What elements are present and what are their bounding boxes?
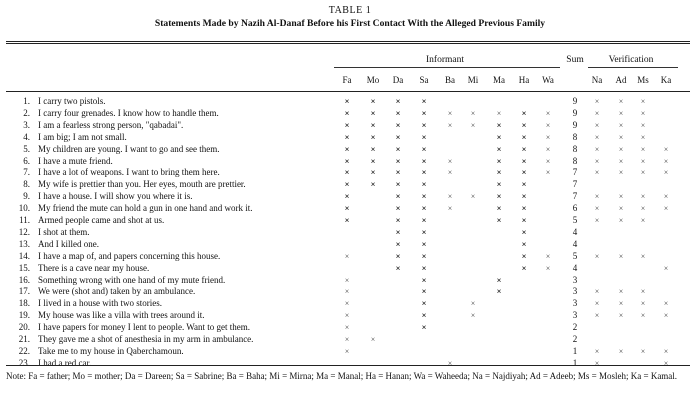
row-number: 11. xyxy=(19,215,30,225)
verification-mark-ka: × xyxy=(663,192,669,202)
col-header-da: Da xyxy=(392,75,404,85)
verification-mark-ad: × xyxy=(618,216,624,225)
verification-mark-ka: × xyxy=(663,299,669,309)
verification-mark-na: × xyxy=(594,251,600,261)
statement-text: And I killed one. xyxy=(38,238,99,249)
informant-mark-mo: × xyxy=(370,131,376,142)
table-row xyxy=(0,191,700,202)
informant-mark-ha: × xyxy=(521,167,527,178)
informant-mark-ma: × xyxy=(496,155,502,166)
verification-mark-ad: × xyxy=(618,168,624,178)
verification-mark-ms: × xyxy=(640,299,646,309)
table-row xyxy=(0,144,700,155)
informant-mark-fa: × xyxy=(344,203,350,214)
informant-mark-sa: × xyxy=(421,262,427,273)
informant-mark-ba: × xyxy=(447,120,453,130)
informant-mark-fa: × xyxy=(344,96,350,106)
row-number: 9. xyxy=(23,191,30,202)
verification-mark-ms: × xyxy=(640,108,646,118)
row-number: 10. xyxy=(18,203,30,214)
informant-mark-da: × xyxy=(395,238,401,249)
table-caption: TABLE 1 xyxy=(328,5,372,16)
informant-mark-ma: × xyxy=(496,167,502,178)
informant-mark-ba: × xyxy=(447,108,453,118)
row-sum: 9 xyxy=(572,107,578,118)
row-sum: 8 xyxy=(572,143,578,154)
informant-mark-sa: × xyxy=(421,167,427,178)
informant-mark-da: × xyxy=(395,143,401,154)
row-sum: 5 xyxy=(572,250,578,261)
verification-mark-ad: × xyxy=(618,144,624,154)
statement-text: I have a mute friend. xyxy=(38,155,113,166)
verification-mark-ka: × xyxy=(663,168,669,178)
informant-mark-ha: × xyxy=(521,179,527,190)
row-number: 13. xyxy=(18,238,30,249)
verification-mark-ms: × xyxy=(640,120,646,130)
col-header-ha: Ha xyxy=(518,75,530,85)
informant-mark-sa: × xyxy=(421,215,427,225)
informant-mark-mi: × xyxy=(470,299,476,309)
informant-mark-fa: × xyxy=(344,251,350,261)
row-sum: 9 xyxy=(572,96,578,106)
informant-group-label: Informant xyxy=(426,55,464,65)
col-header-ba: Ba xyxy=(445,75,455,85)
verification-mark-ms: × xyxy=(640,156,646,166)
informant-mark-ma: × xyxy=(496,274,502,285)
header-rule xyxy=(6,91,690,92)
col-header-wa: Wa xyxy=(542,75,554,85)
informant-mark-sa: × xyxy=(421,131,427,142)
informant-mark-fa: × xyxy=(344,299,350,309)
verification-rule xyxy=(588,67,678,68)
informant-mark-fa: × xyxy=(344,287,350,297)
verification-mark-ad: × xyxy=(618,97,624,106)
informant-mark-fa: × xyxy=(344,155,350,166)
verification-mark-ad: × xyxy=(618,251,624,261)
row-sum: 3 xyxy=(572,286,578,297)
top-rule-double xyxy=(6,43,690,44)
informant-mark-ba: × xyxy=(447,204,453,214)
informant-mark-fa: × xyxy=(344,131,350,142)
verification-mark-na: × xyxy=(594,192,600,202)
verification-mark-ms: × xyxy=(640,204,646,214)
row-number: 19. xyxy=(18,310,30,321)
verification-mark-ka: × xyxy=(663,263,669,273)
verification-mark-ad: × xyxy=(618,287,624,297)
verification-group-label: Verification xyxy=(608,55,654,65)
verification-mark-ka: × xyxy=(663,358,669,368)
statement-text: I carry four grenades. I know how to handle them. xyxy=(38,107,219,118)
informant-mark-ha: × xyxy=(521,191,527,202)
row-sum: 4 xyxy=(572,226,578,237)
row-sum: 1 xyxy=(572,345,578,356)
informant-mark-da: × xyxy=(395,131,401,142)
bottom-rule xyxy=(6,365,690,366)
statement-text: Take me to my house in Qaberchamoun. xyxy=(38,345,184,356)
table-row xyxy=(0,310,700,321)
table-row xyxy=(0,322,700,333)
row-sum: 4 xyxy=(572,238,578,249)
verification-mark-ad: × xyxy=(618,120,624,130)
informant-mark-mo: × xyxy=(370,167,376,178)
informant-mark-wa: × xyxy=(545,251,551,261)
statement-text: My children are young. I want to go and see them. xyxy=(38,143,220,154)
informant-mark-da: × xyxy=(395,179,401,190)
informant-mark-sa: × xyxy=(421,155,427,166)
verification-mark-ms: × xyxy=(640,346,646,356)
verification-mark-ad: × xyxy=(618,156,624,166)
col-header-mo: Mo xyxy=(366,75,380,85)
informant-mark-sa: × xyxy=(421,286,427,297)
verification-mark-ka: × xyxy=(663,156,669,166)
informant-mark-ha: × xyxy=(521,143,527,154)
informant-mark-ha: × xyxy=(521,238,527,249)
row-number: 6. xyxy=(23,155,30,166)
informant-mark-wa: × xyxy=(545,108,551,118)
table-row xyxy=(0,167,700,178)
informant-mark-mo: × xyxy=(370,107,376,118)
informant-mark-ba: × xyxy=(447,192,453,202)
table-row xyxy=(0,96,700,107)
verification-mark-na: × xyxy=(594,216,600,225)
col-header-ka: Ka xyxy=(660,75,672,85)
informant-mark-da: × xyxy=(395,250,401,261)
table-row xyxy=(0,215,700,226)
verification-mark-ka: × xyxy=(663,204,669,214)
row-number: 14. xyxy=(18,250,30,261)
statement-text: I am a fearless strong person, "qabadai". xyxy=(38,119,184,130)
verification-mark-ad: × xyxy=(618,108,624,118)
verification-mark-na: × xyxy=(594,358,600,368)
row-sum: 8 xyxy=(572,155,578,166)
table-row xyxy=(0,298,700,309)
statement-text: I lived in a house with two stories. xyxy=(38,298,162,309)
table-row xyxy=(0,358,700,369)
informant-mark-mo: × xyxy=(370,179,376,190)
top-rule xyxy=(6,41,690,42)
statement-text: My wife is prettier than you. Her eyes, mouth are prettier. xyxy=(38,179,246,190)
informant-mark-mo: × xyxy=(370,96,376,106)
table-row xyxy=(0,108,700,119)
informant-mark-ma: × xyxy=(496,215,502,225)
row-sum: 9 xyxy=(572,119,578,130)
verification-mark-ms: × xyxy=(640,251,646,261)
verification-mark-na: × xyxy=(594,108,600,118)
table-title: Statements Made by Nazih Al-Danaf Before his First Contact With the Alleged Previous Family xyxy=(154,18,546,29)
verification-mark-na: × xyxy=(594,311,600,321)
row-sum: 7 xyxy=(572,191,578,202)
statement-text: I have papers for money I lent to people. Want to get them. xyxy=(38,322,251,333)
verification-mark-na: × xyxy=(594,132,600,142)
table-row xyxy=(0,227,700,238)
informant-mark-fa: × xyxy=(344,311,350,321)
informant-mark-ha: × xyxy=(521,203,527,214)
informant-mark-fa: × xyxy=(344,167,350,178)
row-number: 21. xyxy=(18,334,30,344)
row-number: 18. xyxy=(18,298,30,309)
informant-mark-ha: × xyxy=(521,155,527,166)
informant-mark-sa: × xyxy=(421,322,427,333)
statement-text: I had a red car. xyxy=(38,357,92,368)
statement-text: I am big; I am not small. xyxy=(38,131,127,142)
verification-mark-na: × xyxy=(594,287,600,297)
col-header-ms: Ms xyxy=(637,75,649,85)
informant-mark-ma: × xyxy=(496,143,502,154)
informant-mark-wa: × xyxy=(545,144,551,154)
informant-mark-mo: × xyxy=(370,119,376,130)
table-row xyxy=(0,156,700,167)
row-number: 22. xyxy=(18,345,30,356)
row-sum: 6 xyxy=(572,203,578,214)
row-sum: 2 xyxy=(572,322,578,333)
sum-group-label: Sum xyxy=(566,55,584,65)
row-number: 7. xyxy=(23,167,30,178)
row-sum: 3 xyxy=(572,310,578,321)
statement-text: Armed people came and shot at us. xyxy=(38,215,165,225)
table-row xyxy=(0,286,700,297)
informant-mark-mi: × xyxy=(470,192,476,202)
statement-text: They gave me a shot of anesthesia in my arm in ambulance. xyxy=(38,334,254,344)
informant-mark-ma: × xyxy=(496,203,502,214)
row-sum: 8 xyxy=(572,131,578,142)
verification-mark-ka: × xyxy=(663,144,669,154)
row-number: 15. xyxy=(18,262,30,273)
informant-mark-sa: × xyxy=(421,203,427,214)
statement-text: Something wrong with one hand of my mute friend. xyxy=(38,274,226,285)
col-header-fa: Fa xyxy=(342,75,352,85)
verification-mark-ad: × xyxy=(618,192,624,202)
informant-mark-fa: × xyxy=(344,179,350,190)
verification-mark-na: × xyxy=(594,168,600,178)
informant-mark-mi: × xyxy=(470,311,476,321)
row-sum: 7 xyxy=(572,179,578,190)
col-header-na: Na xyxy=(591,75,603,85)
informant-mark-da: × xyxy=(395,119,401,130)
informant-mark-da: × xyxy=(395,262,401,273)
verification-mark-ms: × xyxy=(640,287,646,297)
statement-text: We were (shot and) taken by an ambulance. xyxy=(38,286,196,297)
row-number: 2. xyxy=(23,107,30,118)
informant-mark-da: × xyxy=(395,155,401,166)
informant-mark-fa: × xyxy=(344,191,350,202)
informant-mark-ha: × xyxy=(521,262,527,273)
informant-mark-wa: × xyxy=(545,263,551,273)
informant-mark-sa: × xyxy=(421,191,427,202)
row-number: 17. xyxy=(18,286,30,297)
table-row xyxy=(0,120,700,131)
verification-mark-ad: × xyxy=(618,204,624,214)
statement-text: My friend the mute can hold a gun in one hand and work it. xyxy=(38,203,253,214)
verification-mark-na: × xyxy=(594,120,600,130)
informant-mark-sa: × xyxy=(421,119,427,130)
verification-mark-ad: × xyxy=(618,299,624,309)
table-note: Note: Fa = father; Mo = mother; Da = Dareen; Sa = Sabrine; Ba = Baha; Mi = Mirna; Ma = Manal; Ha = Hanan; Wa = Waheeda; Na = Najdiyah; Ad = Adeeb; Ms = Mosleh; Ka = Kamal. xyxy=(6,371,678,381)
informant-mark-ma: × xyxy=(496,119,502,130)
verification-mark-na: × xyxy=(594,346,600,356)
informant-mark-da: × xyxy=(395,215,401,225)
verification-mark-ad: × xyxy=(618,132,624,142)
informant-mark-ha: × xyxy=(521,119,527,130)
informant-mark-sa: × xyxy=(421,107,427,118)
verification-mark-na: × xyxy=(594,97,600,106)
informant-mark-ha: × xyxy=(521,215,527,225)
informant-mark-sa: × xyxy=(421,310,427,321)
informant-rule xyxy=(334,67,560,68)
table-row xyxy=(0,251,700,262)
verification-mark-ms: × xyxy=(640,192,646,202)
col-header-ma: Ma xyxy=(493,75,505,85)
verification-mark-ms: × xyxy=(640,311,646,321)
informant-mark-ha: × xyxy=(521,107,527,118)
verification-mark-na: × xyxy=(594,299,600,309)
col-header-mi: Mi xyxy=(467,75,479,85)
statement-text: I carry two pistols. xyxy=(38,96,106,106)
row-number: 4. xyxy=(23,131,30,142)
informant-mark-fa: × xyxy=(344,275,350,285)
informant-mark-da: × xyxy=(395,96,401,106)
informant-mark-mi: × xyxy=(470,108,476,118)
informant-mark-ma: × xyxy=(496,191,502,202)
statement-text: I have a map of, and papers concerning this house. xyxy=(38,250,221,261)
verification-mark-na: × xyxy=(594,156,600,166)
table-row xyxy=(0,346,700,357)
verification-mark-ad: × xyxy=(618,311,624,321)
row-number: 5. xyxy=(23,143,30,154)
table-row xyxy=(0,263,700,274)
informant-mark-wa: × xyxy=(545,132,551,142)
verification-mark-ka: × xyxy=(663,346,669,356)
row-sum: 3 xyxy=(572,298,578,309)
row-number: 3. xyxy=(23,119,30,130)
verification-mark-ms: × xyxy=(640,97,646,106)
informant-mark-mo: × xyxy=(370,335,376,344)
table-row xyxy=(0,203,700,214)
col-header-ad: Ad xyxy=(615,75,627,85)
informant-mark-fa: × xyxy=(344,323,350,333)
informant-mark-da: × xyxy=(395,191,401,202)
row-sum: 3 xyxy=(572,274,578,285)
informant-mark-sa: × xyxy=(421,143,427,154)
informant-mark-ba: × xyxy=(447,358,453,368)
row-sum: 1 xyxy=(572,357,578,368)
informant-mark-ma: × xyxy=(496,179,502,190)
statement-text: There is a cave near my house. xyxy=(38,262,150,273)
table-row xyxy=(0,179,700,190)
informant-mark-fa: × xyxy=(344,107,350,118)
row-number: 20. xyxy=(18,322,30,333)
informant-mark-da: × xyxy=(395,167,401,178)
informant-mark-sa: × xyxy=(421,274,427,285)
informant-mark-ma: × xyxy=(496,286,502,297)
informant-mark-wa: × xyxy=(545,168,551,178)
table-row xyxy=(0,275,700,286)
row-number: 16. xyxy=(18,274,30,285)
verification-mark-ka: × xyxy=(663,311,669,321)
verification-mark-ms: × xyxy=(640,132,646,142)
statement-text: I have a lot of weapons. I want to bring them here. xyxy=(38,167,220,178)
row-number: 8. xyxy=(23,179,30,190)
statement-text: I have a house. I will show you where it is. xyxy=(38,191,193,202)
informant-mark-da: × xyxy=(395,226,401,237)
row-sum: 5 xyxy=(572,215,578,225)
informant-mark-sa: × xyxy=(421,238,427,249)
informant-mark-mo: × xyxy=(370,155,376,166)
row-number: 23. xyxy=(18,357,30,368)
informant-mark-fa: × xyxy=(344,119,350,130)
informant-mark-fa: × xyxy=(344,335,350,344)
informant-mark-ma: × xyxy=(496,108,502,118)
table-row xyxy=(0,132,700,143)
informant-mark-fa: × xyxy=(344,143,350,154)
informant-mark-fa: × xyxy=(344,215,350,225)
informant-mark-ha: × xyxy=(521,131,527,142)
informant-mark-ha: × xyxy=(521,226,527,237)
verification-mark-na: × xyxy=(594,204,600,214)
verification-mark-ms: × xyxy=(640,168,646,178)
informant-mark-sa: × xyxy=(421,179,427,190)
informant-mark-fa: × xyxy=(344,346,350,356)
row-sum: 4 xyxy=(572,262,578,273)
table-row xyxy=(0,239,700,250)
row-number: 1. xyxy=(23,96,30,106)
informant-mark-ba: × xyxy=(447,156,453,166)
informant-mark-da: × xyxy=(395,107,401,118)
row-sum: 2 xyxy=(572,334,578,344)
informant-mark-mo: × xyxy=(370,143,376,154)
informant-mark-da: × xyxy=(395,203,401,214)
informant-mark-sa: × xyxy=(421,226,427,237)
statement-text: I shot at them. xyxy=(38,226,90,237)
informant-mark-sa: × xyxy=(421,250,427,261)
verification-mark-na: × xyxy=(594,144,600,154)
informant-mark-sa: × xyxy=(421,298,427,309)
row-sum: 7 xyxy=(572,167,578,178)
informant-mark-sa: × xyxy=(421,96,427,106)
table-row xyxy=(0,334,700,345)
col-header-sa: Sa xyxy=(419,75,429,85)
informant-mark-ma: × xyxy=(496,131,502,142)
informant-mark-ha: × xyxy=(521,250,527,261)
informant-mark-ba: × xyxy=(447,168,453,178)
informant-mark-wa: × xyxy=(545,120,551,130)
verification-mark-ms: × xyxy=(640,216,646,225)
statement-text: My house was like a villa with trees around it. xyxy=(38,310,205,321)
informant-mark-wa: × xyxy=(545,156,551,166)
row-number: 12. xyxy=(18,226,30,237)
informant-mark-mi: × xyxy=(470,120,476,130)
verification-mark-ad: × xyxy=(618,346,624,356)
verification-mark-ms: × xyxy=(640,144,646,154)
